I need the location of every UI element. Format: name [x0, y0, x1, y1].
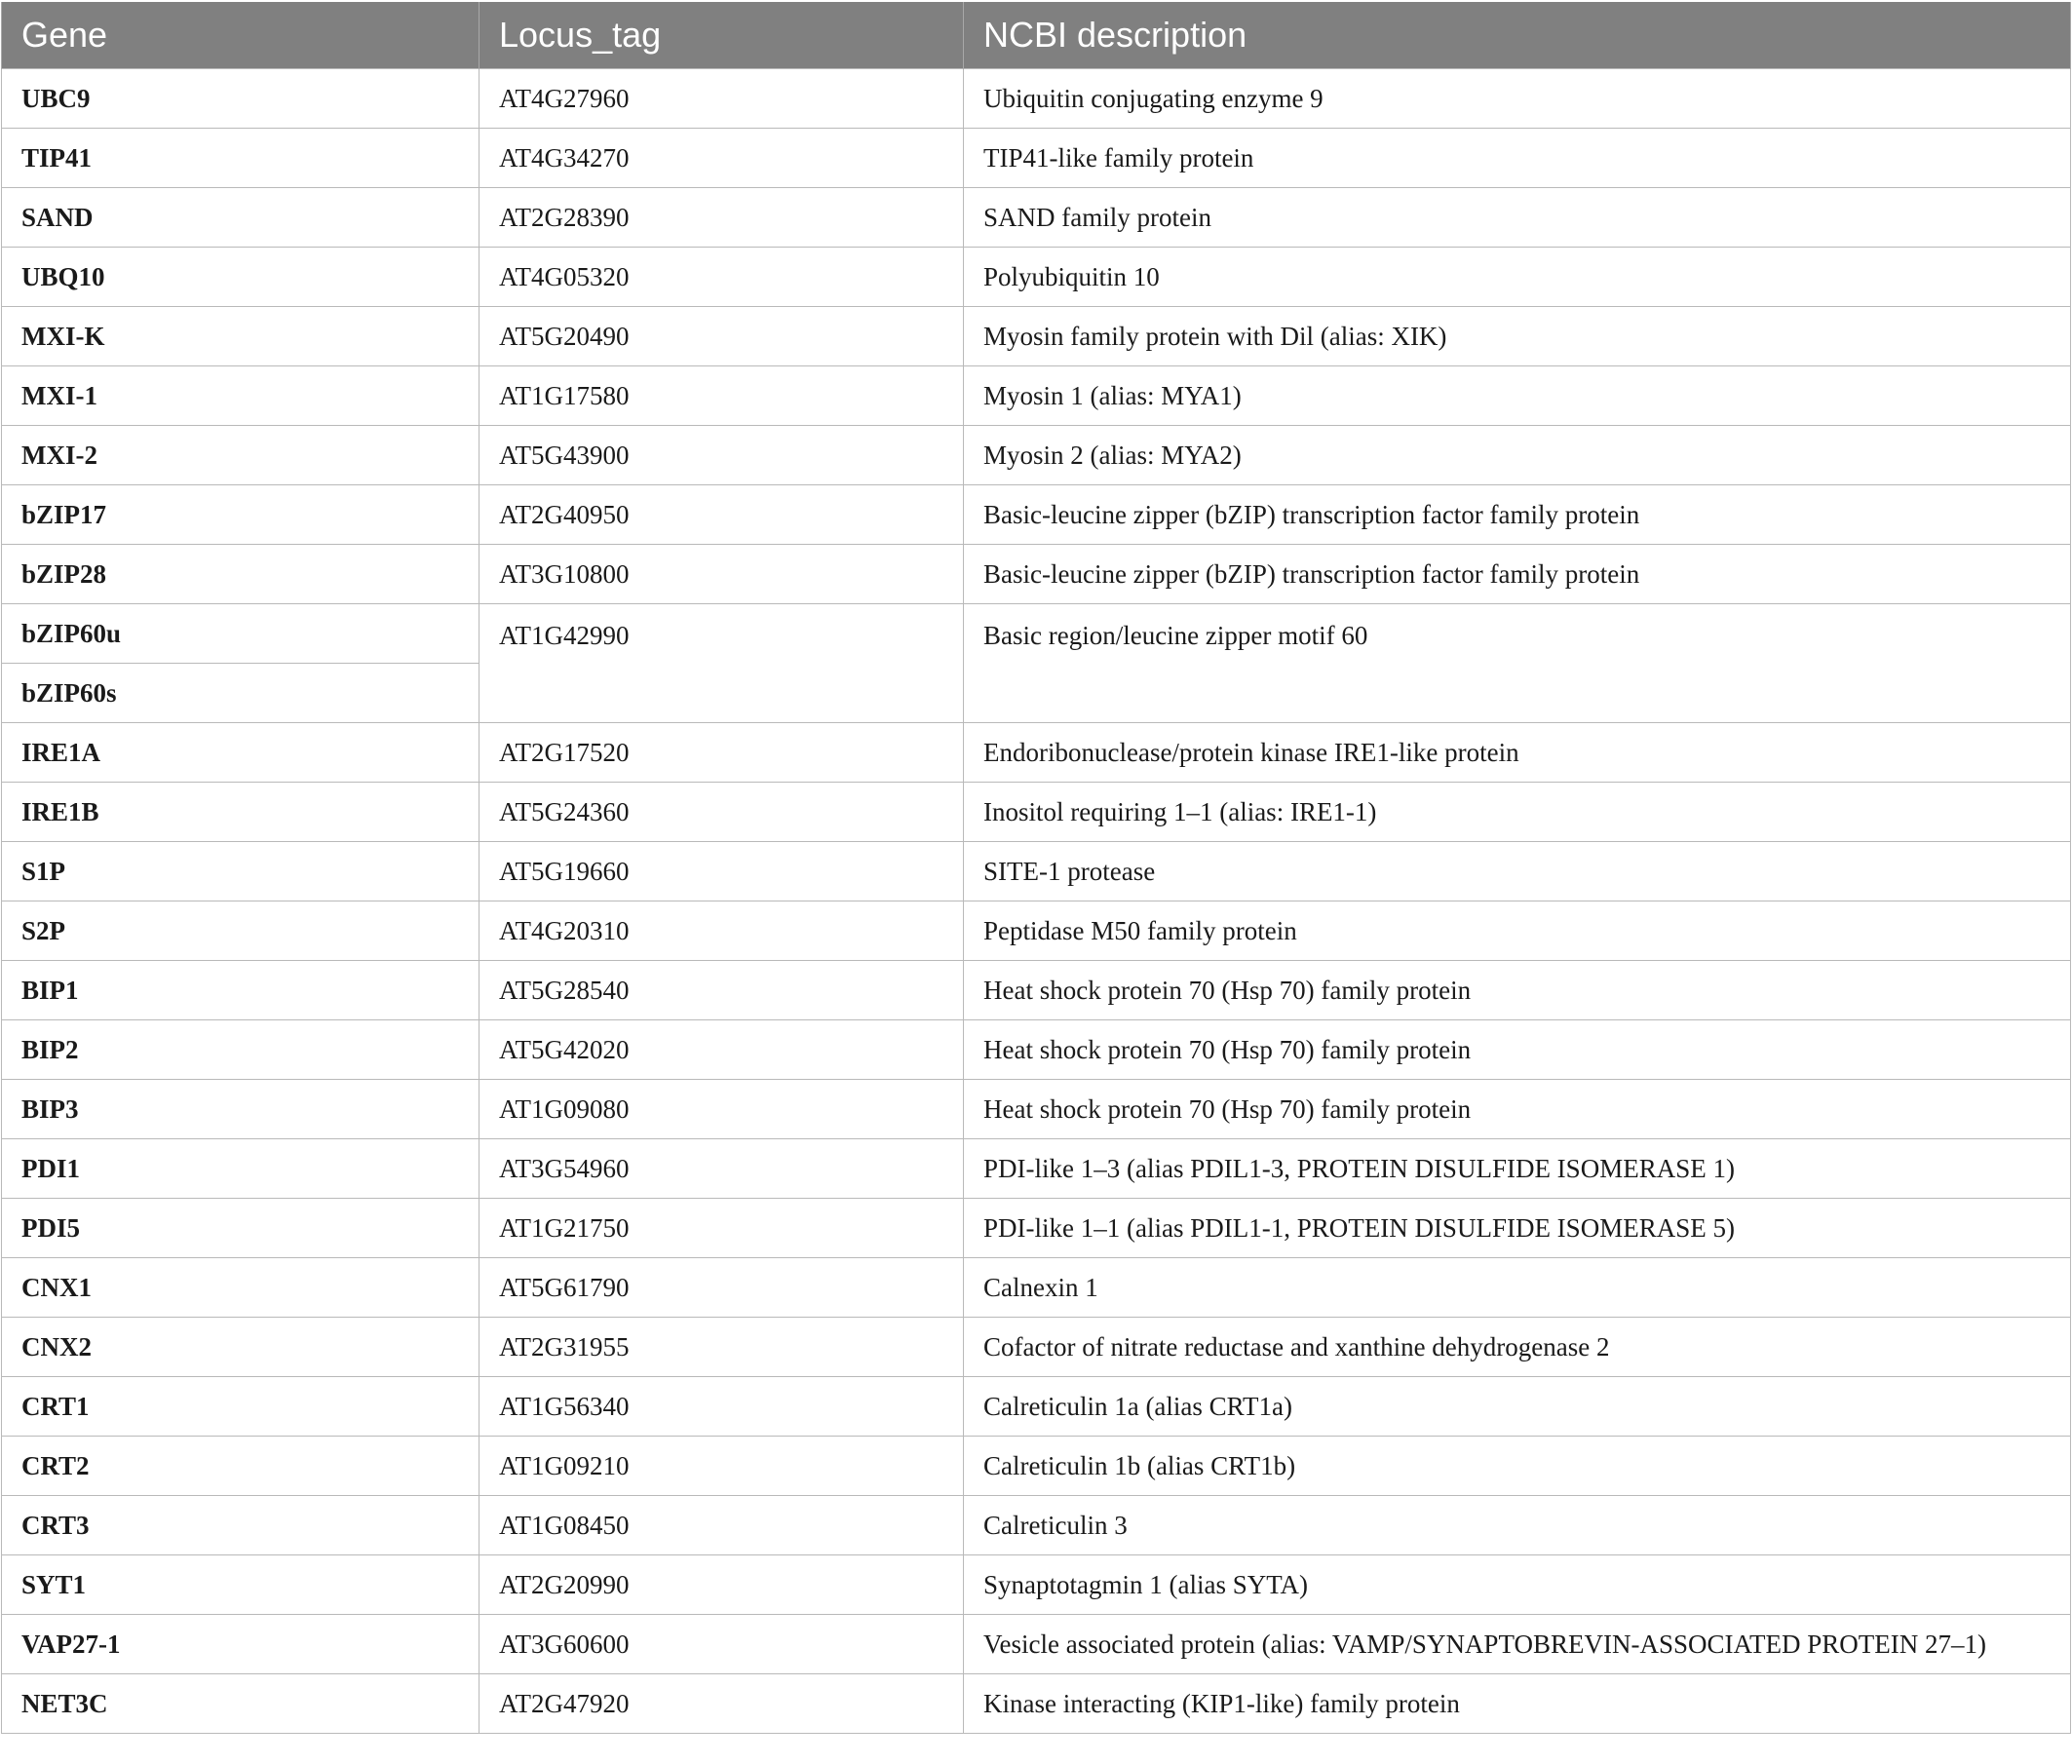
cell-gene: bZIP60u: [2, 604, 480, 664]
table-row: [2, 842, 2071, 901]
cell-locus-tag: AT5G43900: [480, 426, 964, 485]
table-row: [2, 1020, 2071, 1080]
cell-ncbi-description: PDI-like 1–1 (alias PDIL1-1, PROTEIN DISULFIDE ISOMERASE 5): [964, 1199, 2071, 1258]
cell-ncbi-description: Calnexin 1: [964, 1258, 2071, 1318]
cell-ncbi-description: Calreticulin 1a (alias CRT1a): [964, 1377, 2071, 1437]
cell-gene: PDI1: [2, 1139, 480, 1199]
cell-ncbi-description: Basic-leucine zipper (bZIP) transcription factor family protein: [964, 485, 2071, 545]
cell-gene: MXI-1: [2, 366, 480, 426]
cell-ncbi-description: Basic-leucine zipper (bZIP) transcription factor family protein: [964, 545, 2071, 604]
table-row: [2, 545, 2071, 604]
table-row: [2, 1615, 2071, 1674]
cell-ncbi-description: Cofactor of nitrate reductase and xanthine dehydrogenase 2: [964, 1318, 2071, 1377]
cell-locus-tag: AT1G09080: [480, 1080, 964, 1139]
cell-gene: BIP2: [2, 1020, 480, 1080]
table-row: [2, 307, 2071, 366]
cell-ncbi-description: TIP41-like family protein: [964, 129, 2071, 188]
cell-gene: bZIP28: [2, 545, 480, 604]
cell-locus-tag: AT2G20990: [480, 1555, 964, 1615]
cell-locus-tag: AT5G42020: [480, 1020, 964, 1080]
cell-gene: CRT3: [2, 1496, 480, 1555]
cell-ncbi-description: Kinase interacting (KIP1-like) family protein: [964, 1674, 2071, 1734]
cell-ncbi-description: Synaptotagmin 1 (alias SYTA): [964, 1555, 2071, 1615]
cell-gene: bZIP17: [2, 485, 480, 545]
cell-gene: BIP3: [2, 1080, 480, 1139]
table-row: [2, 1674, 2071, 1734]
cell-ncbi-description: Myosin family protein with Dil (alias: XIK): [964, 307, 2071, 366]
gene-table: [1, 2, 2071, 1734]
cell-gene: S1P: [2, 842, 480, 901]
cell-locus-tag: AT1G21750: [480, 1199, 964, 1258]
cell-locus-tag: AT5G20490: [480, 307, 964, 366]
table-row: [2, 1080, 2071, 1139]
cell-locus-tag: AT1G17580: [480, 366, 964, 426]
cell-locus-tag: AT2G47920: [480, 1674, 964, 1734]
cell-ncbi-description: Calreticulin 3: [964, 1496, 2071, 1555]
table-row: [2, 1318, 2071, 1377]
cell-ncbi-description: Vesicle associated protein (alias: VAMP/SYNAPTOBREVIN-ASSOCIATED PROTEIN 27–1): [964, 1615, 2071, 1674]
cell-locus-tag: AT1G09210: [480, 1437, 964, 1496]
cell-gene: NET3C: [2, 1674, 480, 1734]
table-row: [2, 1139, 2071, 1199]
table-row: [2, 604, 2071, 664]
cell-locus-tag: AT3G10800: [480, 545, 964, 604]
cell-locus-tag: AT5G28540: [480, 961, 964, 1020]
cell-gene: MXI-K: [2, 307, 480, 366]
cell-gene: S2P: [2, 901, 480, 961]
cell-gene: CRT2: [2, 1437, 480, 1496]
header-gene: Gene: [2, 2, 480, 69]
cell-ncbi-description: Polyubiquitin 10: [964, 248, 2071, 307]
table-row: [2, 366, 2071, 426]
cell-locus-tag: AT4G34270: [480, 129, 964, 188]
table-body: [2, 69, 2071, 1734]
table-row: [2, 1496, 2071, 1555]
header-ncbi-description: NCBI description: [964, 2, 2071, 69]
cell-gene: UBC9: [2, 69, 480, 129]
table-row: [2, 485, 2071, 545]
table-row: [2, 1258, 2071, 1318]
cell-locus-tag: AT4G05320: [480, 248, 964, 307]
cell-locus-tag: AT1G08450: [480, 1496, 964, 1555]
cell-gene: BIP1: [2, 961, 480, 1020]
cell-gene: CNX2: [2, 1318, 480, 1377]
cell-locus-tag: AT5G19660: [480, 842, 964, 901]
table-row: [2, 1437, 2071, 1496]
cell-ncbi-description: Endoribonuclease/protein kinase IRE1-like protein: [964, 723, 2071, 783]
table-row: [2, 188, 2071, 248]
cell-ncbi-description: Myosin 2 (alias: MYA2): [964, 426, 2071, 485]
table-row: [2, 69, 2071, 129]
cell-ncbi-description: Heat shock protein 70 (Hsp 70) family protein: [964, 1080, 2071, 1139]
cell-locus-tag: AT3G54960: [480, 1139, 964, 1199]
cell-ncbi-description: Heat shock protein 70 (Hsp 70) family protein: [964, 1020, 2071, 1080]
cell-locus-tag: AT1G56340: [480, 1377, 964, 1437]
cell-gene: SYT1: [2, 1555, 480, 1615]
cell-ncbi-description: Inositol requiring 1–1 (alias: IRE1-1): [964, 783, 2071, 842]
cell-locus-tag: AT4G27960: [480, 69, 964, 129]
table-row: [2, 901, 2071, 961]
cell-ncbi-description: Basic region/leucine zipper motif 60: [964, 604, 2071, 723]
cell-ncbi-description: Myosin 1 (alias: MYA1): [964, 366, 2071, 426]
cell-gene: VAP27-1: [2, 1615, 480, 1674]
cell-locus-tag: AT2G40950: [480, 485, 964, 545]
table-row: [2, 961, 2071, 1020]
cell-locus-tag: AT2G28390: [480, 188, 964, 248]
cell-locus-tag: AT5G24360: [480, 783, 964, 842]
cell-gene: PDI5: [2, 1199, 480, 1258]
cell-ncbi-description: PDI-like 1–3 (alias PDIL1-3, PROTEIN DISULFIDE ISOMERASE 1): [964, 1139, 2071, 1199]
cell-locus-tag: AT3G60600: [480, 1615, 964, 1674]
cell-gene: SAND: [2, 188, 480, 248]
table-row: [2, 723, 2071, 783]
cell-gene: bZIP60s: [2, 664, 480, 723]
table-row: [2, 1555, 2071, 1615]
cell-ncbi-description: Ubiquitin conjugating enzyme 9: [964, 69, 2071, 129]
cell-ncbi-description: SAND family protein: [964, 188, 2071, 248]
cell-locus-tag: AT4G20310: [480, 901, 964, 961]
table-row: [2, 1377, 2071, 1437]
table-row: [2, 248, 2071, 307]
table-row: [2, 426, 2071, 485]
cell-gene: CRT1: [2, 1377, 480, 1437]
table-row: [2, 1199, 2071, 1258]
cell-locus-tag: AT5G61790: [480, 1258, 964, 1318]
header-locus-tag: Locus_tag: [480, 2, 964, 69]
cell-gene: UBQ10: [2, 248, 480, 307]
cell-gene: MXI-2: [2, 426, 480, 485]
cell-gene: CNX1: [2, 1258, 480, 1318]
cell-gene: TIP41: [2, 129, 480, 188]
cell-ncbi-description: Peptidase M50 family protein: [964, 901, 2071, 961]
cell-ncbi-description: Calreticulin 1b (alias CRT1b): [964, 1437, 2071, 1496]
cell-locus-tag: AT2G31955: [480, 1318, 964, 1377]
table-header-row: [2, 2, 2071, 69]
cell-locus-tag: AT1G42990: [480, 604, 964, 723]
table-row: [2, 129, 2071, 188]
table-row: [2, 783, 2071, 842]
cell-ncbi-description: SITE-1 protease: [964, 842, 2071, 901]
cell-ncbi-description: Heat shock protein 70 (Hsp 70) family protein: [964, 961, 2071, 1020]
cell-gene: IRE1A: [2, 723, 480, 783]
cell-locus-tag: AT2G17520: [480, 723, 964, 783]
cell-gene: IRE1B: [2, 783, 480, 842]
